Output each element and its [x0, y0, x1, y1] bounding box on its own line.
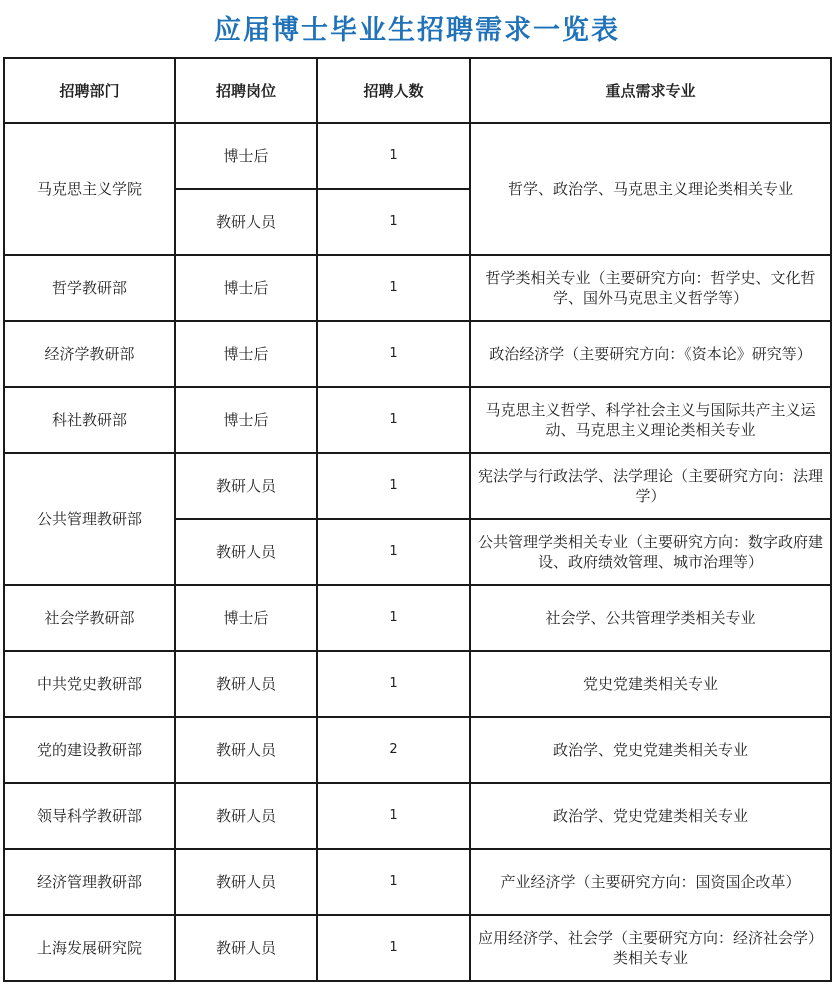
count-cell: 1 [317, 915, 470, 981]
table-row [4, 585, 831, 651]
count-cell: 1 [317, 255, 470, 321]
major-cell: 政治经济学（主要研究方向：《资本论》研究等） [470, 321, 831, 387]
dept-cell: 党的建设教研部 [4, 717, 175, 783]
count-cell: 1 [317, 651, 470, 717]
table-row [4, 123, 831, 189]
count-cell: 1 [317, 519, 470, 585]
post-cell: 教研人员 [175, 189, 317, 255]
post-cell: 博士后 [175, 585, 317, 651]
page-title: 应届博士毕业生招聘需求一览表 [214, 14, 620, 46]
header-major: 重点需求专业 [470, 58, 831, 123]
dept-cell: 领导科学教研部 [4, 783, 175, 849]
count-cell: 1 [317, 453, 470, 519]
post-cell: 教研人员 [175, 849, 317, 915]
post-cell: 教研人员 [175, 783, 317, 849]
count-cell: 1 [317, 123, 470, 189]
post-cell: 教研人员 [175, 453, 317, 519]
dept-cell: 经济管理教研部 [4, 849, 175, 915]
table-row [4, 321, 831, 387]
major-cell: 马克思主义哲学、科学社会主义与国际共产主义运动、马克思主义理论类相关专业 [470, 387, 831, 453]
dept-cell: 经济学教研部 [4, 321, 175, 387]
header-row [4, 58, 831, 123]
table-row [4, 255, 831, 321]
major-cell: 社会学、公共管理学类相关专业 [470, 585, 831, 651]
recruitment-table [3, 57, 832, 982]
major-cell: 宪法学与行政法学、法学理论（主要研究方向：法理学） [470, 453, 831, 519]
post-cell: 教研人员 [175, 915, 317, 981]
major-cell: 产业经济学（主要研究方向：国资国企改革） [470, 849, 831, 915]
post-cell: 博士后 [175, 123, 317, 189]
post-cell: 博士后 [175, 255, 317, 321]
count-cell: 2 [317, 717, 470, 783]
table-row [4, 849, 831, 915]
major-cell: 政治学、党史党建类相关专业 [470, 783, 831, 849]
major-cell: 哲学类相关专业（主要研究方向：哲学史、文化哲学、国外马克思主义哲学等） [470, 255, 831, 321]
post-cell: 教研人员 [175, 519, 317, 585]
dept-cell: 上海发展研究院 [4, 915, 175, 981]
count-cell: 1 [317, 387, 470, 453]
count-cell: 1 [317, 849, 470, 915]
table-row [4, 651, 831, 717]
header-dept: 招聘部门 [4, 58, 175, 123]
dept-cell: 中共党史教研部 [4, 651, 175, 717]
table-row [4, 783, 831, 849]
dept-cell: 哲学教研部 [4, 255, 175, 321]
major-cell: 党史党建类相关专业 [470, 651, 831, 717]
header-post: 招聘岗位 [175, 58, 317, 123]
post-cell: 博士后 [175, 387, 317, 453]
post-cell: 教研人员 [175, 717, 317, 783]
major-cell: 公共管理学类相关专业（主要研究方向：数字政府建设、政府绩效管理、城市治理等） [470, 519, 831, 585]
major-cell: 政治学、党史党建类相关专业 [470, 717, 831, 783]
post-cell: 教研人员 [175, 651, 317, 717]
table-row [4, 453, 831, 519]
table-row [4, 915, 831, 981]
count-cell: 1 [317, 783, 470, 849]
dept-cell: 马克思主义学院 [4, 123, 175, 255]
major-cell: 应用经济学、社会学（主要研究方向：经济社会学）类相关专业 [470, 915, 831, 981]
header-count: 招聘人数 [317, 58, 470, 123]
dept-cell: 公共管理教研部 [4, 453, 175, 585]
count-cell: 1 [317, 189, 470, 255]
dept-cell: 科社教研部 [4, 387, 175, 453]
table-row [4, 717, 831, 783]
table-row [4, 387, 831, 453]
count-cell: 1 [317, 585, 470, 651]
major-cell: 哲学、政治学、马克思主义理论类相关专业 [470, 123, 831, 255]
count-cell: 1 [317, 321, 470, 387]
dept-cell: 社会学教研部 [4, 585, 175, 651]
post-cell: 博士后 [175, 321, 317, 387]
